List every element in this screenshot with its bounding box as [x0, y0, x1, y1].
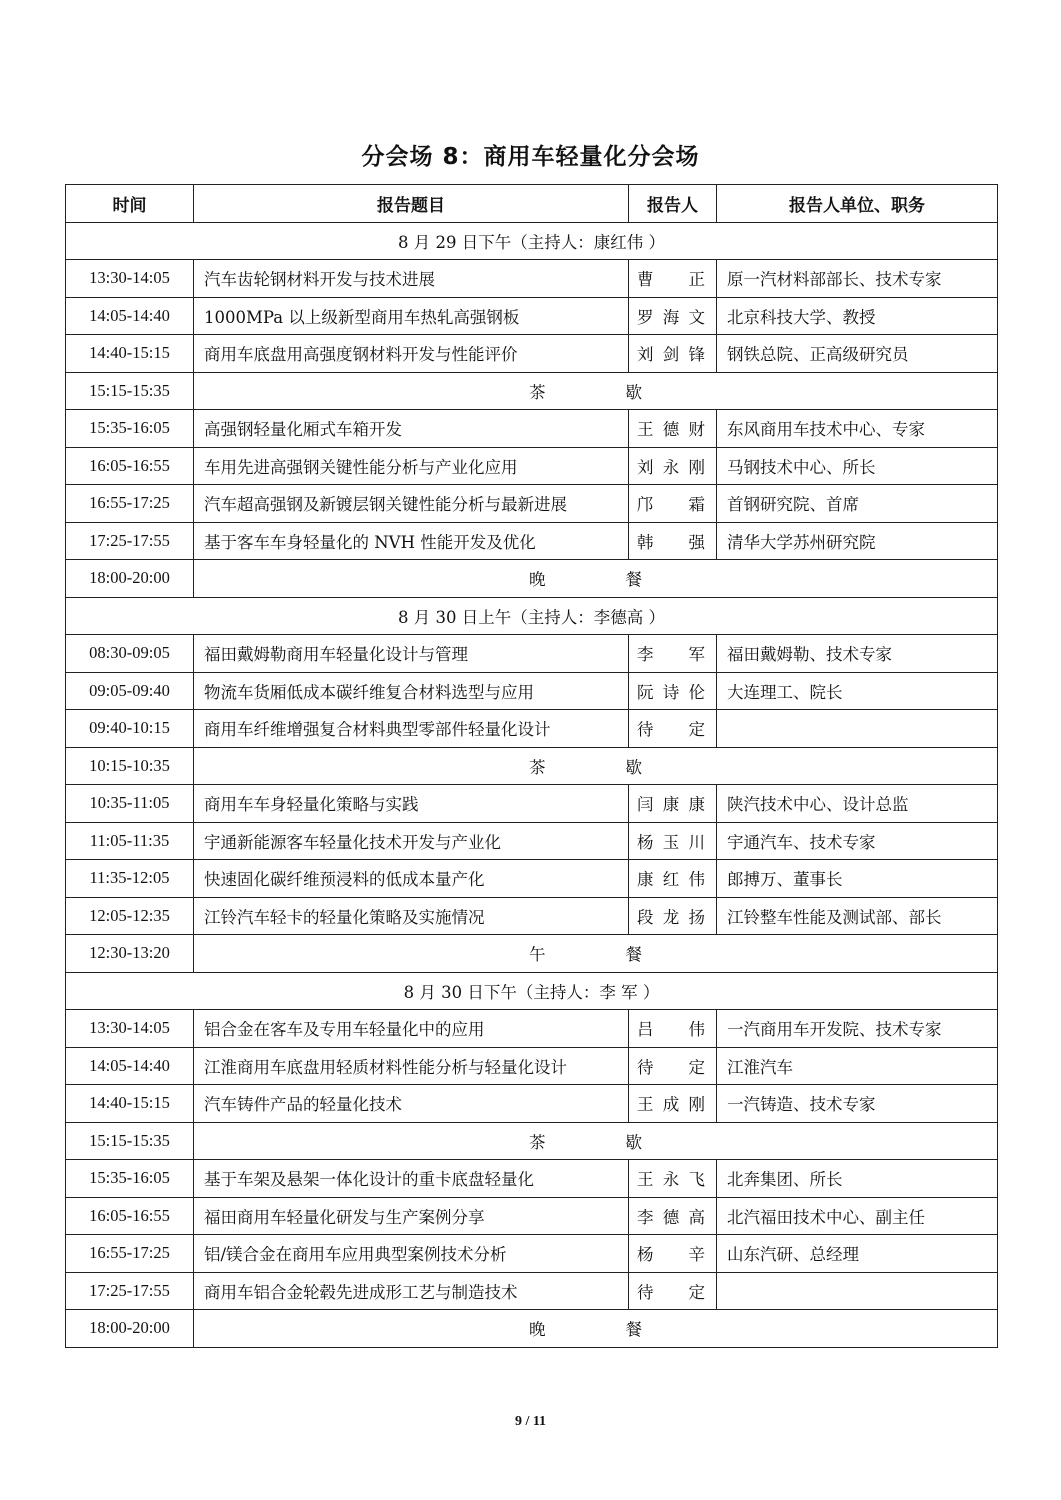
topic-cell: 商用车纤维增强复合材料典型零部件轻量化设计	[194, 710, 629, 748]
org-cell: 江淮汽车	[717, 1047, 998, 1085]
org-cell: 原一汽材料部部长、技术专家	[717, 260, 998, 298]
speaker-cell	[629, 822, 717, 860]
speaker-name: 杨玉川	[637, 832, 705, 852]
table-row	[66, 1047, 998, 1085]
topic-cell: 1000MPa 以上级新型商用车热轧高强钢板	[194, 297, 629, 335]
time-cell: 15:35-16:05	[66, 410, 194, 448]
org-cell: 福田戴姆勒、技术专家	[717, 635, 998, 673]
table-row	[66, 785, 998, 823]
topic-cell: 基于车架及悬架一体化设计的重卡底盘轻量化	[194, 1160, 629, 1198]
speaker-cell	[629, 485, 717, 523]
table-row	[66, 1197, 998, 1235]
speaker-name: 段龙扬	[637, 907, 705, 927]
speaker-cell	[629, 710, 717, 748]
header-org: 报告人单位、职务	[717, 185, 998, 223]
break-cell: 晚餐	[194, 560, 998, 598]
org-cell: 一汽商用车开发院、技术专家	[717, 1010, 998, 1048]
speaker-name: 待定	[637, 720, 705, 740]
speaker-cell	[629, 1160, 717, 1198]
speaker-name: 刘永刚	[637, 457, 705, 477]
table-row	[66, 335, 998, 373]
speaker-cell	[629, 672, 717, 710]
break-cell: 茶歇	[194, 747, 998, 785]
speaker-name: 杨辛	[637, 1245, 705, 1265]
table-row	[66, 1160, 998, 1198]
topic-cell: 商用车底盘用高强度钢材料开发与性能评价	[194, 335, 629, 373]
time-cell: 16:05-16:55	[66, 1197, 194, 1235]
time-cell: 09:05-09:40	[66, 672, 194, 710]
org-cell: 一汽铸造、技术专家	[717, 1085, 998, 1123]
topic-cell: 江铃汽车轻卡的轻量化策略及实施情况	[194, 897, 629, 935]
topic-cell: 高强钢轻量化厢式车箱开发	[194, 410, 629, 448]
time-cell: 13:30-14:05	[66, 260, 194, 298]
header-speaker: 报告人	[629, 185, 717, 223]
time-cell: 16:55-17:25	[66, 1235, 194, 1273]
topic-cell: 铝/镁合金在商用车应用典型案例技术分析	[194, 1235, 629, 1273]
header-topic: 报告题目	[194, 185, 629, 223]
speaker-cell	[629, 860, 717, 898]
speaker-cell	[629, 1047, 717, 1085]
org-cell	[717, 710, 998, 748]
speaker-name: 吕伟	[637, 1020, 705, 1040]
speaker-name: 邝霜	[637, 495, 705, 515]
break-row	[66, 372, 998, 410]
time-cell: 11:35-12:05	[66, 860, 194, 898]
break-row	[66, 560, 998, 598]
time-cell: 14:05-14:40	[66, 1047, 194, 1085]
page-title: 分会场 8：商用车轻量化分会场	[361, 144, 700, 170]
time-cell: 11:05-11:35	[66, 822, 194, 860]
break-row	[66, 1310, 998, 1348]
session-header-row	[66, 972, 998, 1010]
speaker-name: 韩强	[637, 532, 705, 552]
table-row	[66, 897, 998, 935]
speaker-cell	[629, 635, 717, 673]
schedule-table	[65, 184, 998, 1348]
time-cell: 17:25-17:55	[66, 1272, 194, 1310]
speaker-name: 曹正	[637, 270, 705, 290]
time-cell: 15:15-15:35	[66, 1122, 194, 1160]
topic-cell: 福田戴姆勒商用车轻量化设计与管理	[194, 635, 629, 673]
speaker-name: 康红伟	[637, 870, 705, 890]
time-cell: 13:30-14:05	[66, 1010, 194, 1048]
topic-cell: 宇通新能源客车轻量化技术开发与产业化	[194, 822, 629, 860]
speaker-name: 阮诗伦	[637, 682, 705, 702]
org-cell: 首钢研究院、首席	[717, 485, 998, 523]
topic-cell: 汽车铸件产品的轻量化技术	[194, 1085, 629, 1123]
table-row	[66, 447, 998, 485]
speaker-cell	[629, 447, 717, 485]
topic-cell: 福田商用车轻量化研发与生产案例分享	[194, 1197, 629, 1235]
topic-cell: 车用先进高强钢关键性能分析与产业化应用	[194, 447, 629, 485]
org-cell: 北京科技大学、教授	[717, 297, 998, 335]
time-cell: 14:40-15:15	[66, 335, 194, 373]
org-cell: 大连理工、院长	[717, 672, 998, 710]
time-cell: 18:00-20:00	[66, 1310, 194, 1348]
speaker-name: 待定	[637, 1282, 705, 1302]
table-row	[66, 860, 998, 898]
time-cell: 15:15-15:35	[66, 372, 194, 410]
speaker-cell	[629, 897, 717, 935]
speaker-cell	[629, 297, 717, 335]
break-row	[66, 747, 998, 785]
break-row	[66, 1122, 998, 1160]
break-cell: 晚餐	[194, 1310, 998, 1348]
table-row	[66, 260, 998, 298]
table-row	[66, 672, 998, 710]
session-header-row	[66, 597, 998, 635]
table-row	[66, 1272, 998, 1310]
table-row	[66, 1235, 998, 1273]
time-cell: 16:05-16:55	[66, 447, 194, 485]
header-time: 时间	[66, 185, 194, 223]
session-label: 8 月 30 日下午（主持人：李 军 ）	[66, 972, 998, 1010]
break-cell: 茶歇	[194, 372, 998, 410]
speaker-cell	[629, 1235, 717, 1273]
break-row	[66, 935, 998, 973]
schedule-body	[66, 222, 998, 1347]
time-cell: 10:35-11:05	[66, 785, 194, 823]
time-cell: 14:05-14:40	[66, 297, 194, 335]
org-cell: 宇通汽车、技术专家	[717, 822, 998, 860]
org-cell: 北汽福田技术中心、副主任	[717, 1197, 998, 1235]
topic-cell: 商用车铝合金轮毂先进成形工艺与制造技术	[194, 1272, 629, 1310]
speaker-cell	[629, 260, 717, 298]
org-cell: 郎搏万、董事长	[717, 860, 998, 898]
topic-cell: 物流车货厢低成本碳纤维复合材料选型与应用	[194, 672, 629, 710]
org-cell: 钢铁总院、正高级研究员	[717, 335, 998, 373]
table-row	[66, 410, 998, 448]
time-cell: 16:55-17:25	[66, 485, 194, 523]
org-cell: 江铃整车性能及测试部、部长	[717, 897, 998, 935]
time-cell: 08:30-09:05	[66, 635, 194, 673]
speaker-name: 李德高	[637, 1207, 705, 1227]
topic-cell: 江淮商用车底盘用轻质材料性能分析与轻量化设计	[194, 1047, 629, 1085]
org-cell: 东风商用车技术中心、专家	[717, 410, 998, 448]
table-row	[66, 522, 998, 560]
org-cell: 马钢技术中心、所长	[717, 447, 998, 485]
time-cell: 09:40-10:15	[66, 710, 194, 748]
speaker-cell	[629, 1010, 717, 1048]
speaker-name: 待定	[637, 1057, 705, 1077]
speaker-name: 罗海文	[637, 307, 705, 327]
topic-cell: 基于客车车身轻量化的 NVH 性能开发及优化	[194, 522, 629, 560]
table-row	[66, 635, 998, 673]
speaker-name: 王德财	[637, 420, 705, 440]
page-number: 9 / 11	[514, 1414, 547, 1429]
speaker-name: 李军	[637, 645, 705, 665]
time-cell: 10:15-10:35	[66, 747, 194, 785]
topic-cell: 商用车车身轻量化策略与实践	[194, 785, 629, 823]
time-cell: 18:00-20:00	[66, 560, 194, 598]
time-cell: 12:05-12:35	[66, 897, 194, 935]
speaker-name: 王成刚	[637, 1095, 705, 1115]
table-row	[66, 485, 998, 523]
time-cell: 17:25-17:55	[66, 522, 194, 560]
speaker-cell	[629, 1197, 717, 1235]
time-cell: 15:35-16:05	[66, 1160, 194, 1198]
break-cell: 午餐	[194, 935, 998, 973]
org-cell: 陕汽技术中心、设计总监	[717, 785, 998, 823]
topic-cell: 汽车齿轮钢材料开发与技术进展	[194, 260, 629, 298]
session-label: 8 月 29 日下午（主持人：康红伟 ）	[66, 222, 998, 260]
table-row	[66, 822, 998, 860]
table-row	[66, 1010, 998, 1048]
table-row	[66, 297, 998, 335]
table-row	[66, 710, 998, 748]
org-cell: 山东汽研、总经理	[717, 1235, 998, 1273]
speaker-name: 闫康康	[637, 795, 705, 815]
table-row	[66, 1085, 998, 1123]
table-header-row	[66, 185, 998, 223]
speaker-cell	[629, 522, 717, 560]
speaker-cell	[629, 335, 717, 373]
topic-cell: 铝合金在客车及专用车轻量化中的应用	[194, 1010, 629, 1048]
topic-cell: 汽车超高强钢及新镀层钢关键性能分析与最新进展	[194, 485, 629, 523]
session-label: 8 月 30 日上午（主持人：李德高 ）	[66, 597, 998, 635]
org-cell: 清华大学苏州研究院	[717, 522, 998, 560]
time-cell: 12:30-13:20	[66, 935, 194, 973]
speaker-name: 王永飞	[637, 1170, 705, 1190]
speaker-cell	[629, 785, 717, 823]
break-cell: 茶歇	[194, 1122, 998, 1160]
topic-cell: 快速固化碳纤维预浸料的低成本量产化	[194, 860, 629, 898]
speaker-name: 刘剑锋	[637, 345, 705, 365]
time-cell: 14:40-15:15	[66, 1085, 194, 1123]
speaker-cell	[629, 410, 717, 448]
speaker-cell	[629, 1085, 717, 1123]
org-cell	[717, 1272, 998, 1310]
speaker-cell	[629, 1272, 717, 1310]
org-cell: 北奔集团、所长	[717, 1160, 998, 1198]
session-header-row	[66, 222, 998, 260]
